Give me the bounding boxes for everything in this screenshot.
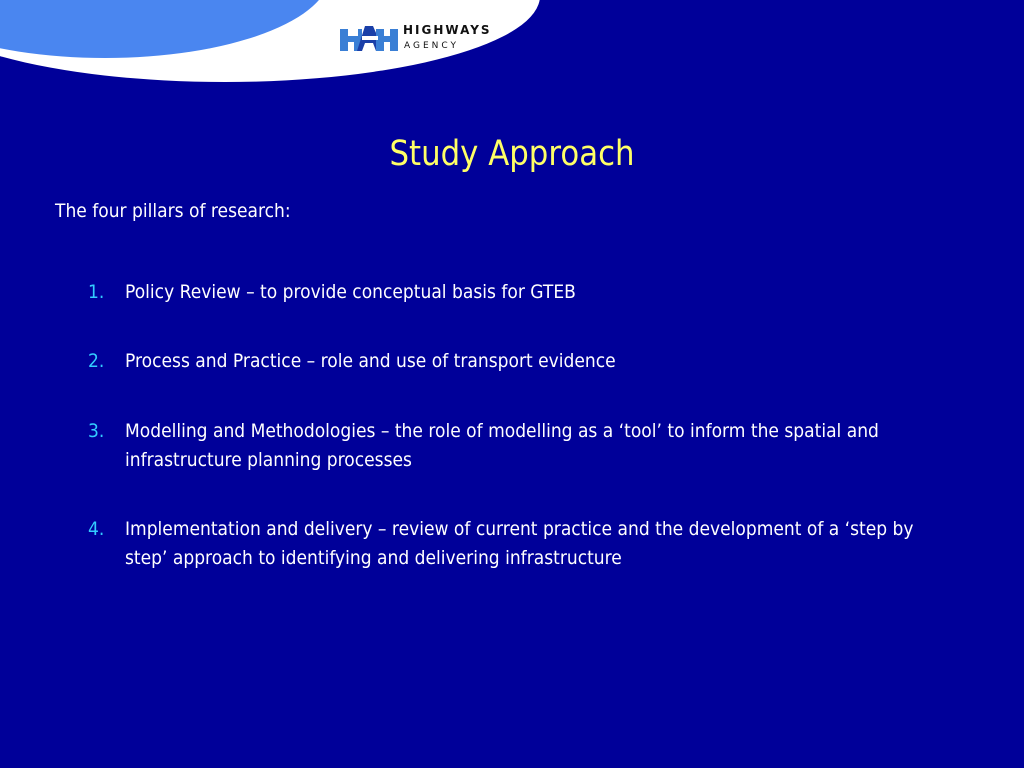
list-item-text: Policy Review – to provide conceptual basis for GTEB [125,281,576,303]
slide-title: Study Approach [389,134,635,174]
list-item-text: Modelling and Methodologies – the role of modelling as a ‘tool’ to inform the spatial and infrastructure planning processes [125,420,879,471]
list-item-number: 1. [88,281,105,303]
list-item-text: Process and Practice – role and use of transport evidence [125,350,616,372]
list-item-text: Implementation and delivery – review of current practice and the development of a ‘step by step’ approach to identifying and delivering infrastructure [125,518,914,569]
list-item-number: 4. [88,518,105,540]
highways-agency-logo-icon [340,24,398,54]
intro-text: The four pillars of research: [55,200,291,222]
logo-subtext: AGENCY [404,41,460,51]
logo-wordmark: HIGHWAYS [403,23,492,37]
list-item-number: 2. [88,350,105,372]
highways-agency-logo [340,22,530,56]
list-item-number: 3. [88,420,105,442]
